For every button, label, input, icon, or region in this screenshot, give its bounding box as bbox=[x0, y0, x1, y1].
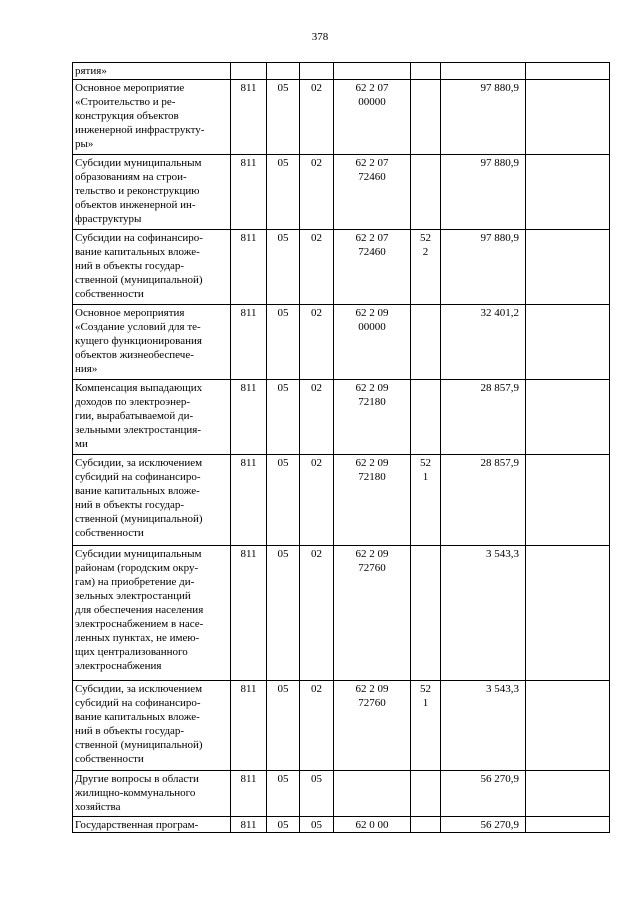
cell-name: Субсидии, за исключением субсидий на софинансиро- вание капитальных вложе- ний в объекты государ- ственной (муниципальной) собственности bbox=[73, 681, 231, 771]
cell-extra bbox=[526, 380, 610, 455]
cell-rz: 05 bbox=[267, 380, 300, 455]
cell-csr: 62 2 09 72760 bbox=[334, 681, 411, 771]
cell-rz: 05 bbox=[267, 771, 300, 817]
cell-ved: 811 bbox=[231, 771, 267, 817]
cell-name: Основное мероприятия «Создание условий для те- кущего функционирования объектов жизнеобеспече- ния» bbox=[73, 305, 231, 380]
cell-sum: 56 270,9 bbox=[441, 771, 526, 817]
cell-pr: 02 bbox=[300, 455, 334, 546]
cell-rz: 05 bbox=[267, 455, 300, 546]
cell-csr: 62 2 09 72760 bbox=[334, 546, 411, 681]
cell-sum: 28 857,9 bbox=[441, 455, 526, 546]
table-row bbox=[73, 155, 610, 230]
cell-name: рятия» bbox=[73, 63, 231, 80]
table-row bbox=[73, 230, 610, 305]
cell-ved: 811 bbox=[231, 681, 267, 771]
cell-name: Основное мероприятие «Строительство и ре- конструкция объектов инженерной инфраструкту- ры» bbox=[73, 80, 231, 155]
cell-sum: 28 857,9 bbox=[441, 380, 526, 455]
cell-vr bbox=[411, 305, 441, 380]
cell-vr: 52 2 bbox=[411, 230, 441, 305]
table-row bbox=[73, 305, 610, 380]
cell-csr: 62 2 07 72460 bbox=[334, 155, 411, 230]
cell-rz: 05 bbox=[267, 80, 300, 155]
budget-table bbox=[72, 62, 610, 833]
cell-csr bbox=[334, 63, 411, 80]
cell-vr bbox=[411, 380, 441, 455]
cell-extra bbox=[526, 230, 610, 305]
cell-rz bbox=[267, 63, 300, 80]
cell-vr bbox=[411, 546, 441, 681]
cell-vr bbox=[411, 771, 441, 817]
cell-csr: 62 2 07 00000 bbox=[334, 80, 411, 155]
cell-rz: 05 bbox=[267, 681, 300, 771]
cell-pr: 02 bbox=[300, 546, 334, 681]
cell-vr bbox=[411, 80, 441, 155]
cell-name: Компенсация выпадающих доходов по электроэнер- гии, вырабатываемой ди- зельными электростанция- ми bbox=[73, 380, 231, 455]
cell-pr: 02 bbox=[300, 80, 334, 155]
cell-csr: 62 2 09 72180 bbox=[334, 380, 411, 455]
cell-sum: 3 543,3 bbox=[441, 546, 526, 681]
cell-ved: 811 bbox=[231, 80, 267, 155]
cell-pr bbox=[300, 63, 334, 80]
cell-sum: 3 543,3 bbox=[441, 681, 526, 771]
cell-extra bbox=[526, 63, 610, 80]
table-row bbox=[73, 80, 610, 155]
page-number: 378 bbox=[311, 31, 329, 43]
cell-name: Субсидии муниципальным образованиям на строи- тельство и реконструкцию объектов инженерной ин- фраструктуры bbox=[73, 155, 231, 230]
cell-pr: 05 bbox=[300, 771, 334, 817]
cell-ved bbox=[231, 63, 267, 80]
cell-name: Субсидии на софинансиро- вание капитальных вложе- ний в объекты государ- ственной (муниципальной) собственности bbox=[73, 230, 231, 305]
cell-extra bbox=[526, 455, 610, 546]
cell-sum: 56 270,9 bbox=[441, 817, 526, 833]
table-row bbox=[73, 681, 610, 771]
cell-vr bbox=[411, 817, 441, 833]
cell-sum: 32 401,2 bbox=[441, 305, 526, 380]
cell-sum: 97 880,9 bbox=[441, 155, 526, 230]
cell-extra bbox=[526, 155, 610, 230]
cell-vr bbox=[411, 63, 441, 80]
table-row bbox=[73, 817, 610, 833]
cell-name: Субсидии муниципальным районам (городским окру- гам) на приобретение ди- зельных электростанций для обеспечения населения электроснабжением в насе- ленных пунктах, не имею- щих централизованного электроснабжения bbox=[73, 546, 231, 681]
cell-csr: 62 0 00 bbox=[334, 817, 411, 833]
cell-extra bbox=[526, 305, 610, 380]
cell-sum bbox=[441, 63, 526, 80]
cell-pr: 02 bbox=[300, 230, 334, 305]
cell-extra bbox=[526, 681, 610, 771]
cell-ved: 811 bbox=[231, 817, 267, 833]
cell-name: Другие вопросы в области жилищно-коммунального хозяйства bbox=[73, 771, 231, 817]
table-row bbox=[73, 546, 610, 681]
cell-csr: 62 2 09 72180 bbox=[334, 455, 411, 546]
cell-ved: 811 bbox=[231, 546, 267, 681]
cell-rz: 05 bbox=[267, 817, 300, 833]
cell-extra bbox=[526, 80, 610, 155]
cell-ved: 811 bbox=[231, 305, 267, 380]
cell-ved: 811 bbox=[231, 455, 267, 546]
cell-rz: 05 bbox=[267, 305, 300, 380]
cell-ved: 811 bbox=[231, 155, 267, 230]
cell-vr bbox=[411, 155, 441, 230]
cell-ved: 811 bbox=[231, 230, 267, 305]
cell-pr: 02 bbox=[300, 305, 334, 380]
cell-csr: 62 2 09 00000 bbox=[334, 305, 411, 380]
cell-pr: 02 bbox=[300, 681, 334, 771]
cell-csr bbox=[334, 771, 411, 817]
table-row bbox=[73, 771, 610, 817]
cell-csr: 62 2 07 72460 bbox=[334, 230, 411, 305]
cell-vr: 52 1 bbox=[411, 455, 441, 546]
table-row bbox=[73, 63, 610, 80]
cell-pr: 05 bbox=[300, 817, 334, 833]
cell-pr: 02 bbox=[300, 155, 334, 230]
cell-ved: 811 bbox=[231, 380, 267, 455]
cell-sum: 97 880,9 bbox=[441, 80, 526, 155]
cell-sum: 97 880,9 bbox=[441, 230, 526, 305]
cell-rz: 05 bbox=[267, 230, 300, 305]
cell-extra bbox=[526, 817, 610, 833]
cell-rz: 05 bbox=[267, 155, 300, 230]
table-row bbox=[73, 455, 610, 546]
cell-extra bbox=[526, 546, 610, 681]
table-row bbox=[73, 380, 610, 455]
cell-name: Государственная програм- bbox=[73, 817, 231, 833]
cell-vr: 52 1 bbox=[411, 681, 441, 771]
cell-name: Субсидии, за исключением субсидий на софинансиро- вание капитальных вложе- ний в объекты государ- ственной (муниципальной) собственности bbox=[73, 455, 231, 546]
cell-extra bbox=[526, 771, 610, 817]
cell-pr: 02 bbox=[300, 380, 334, 455]
cell-rz: 05 bbox=[267, 546, 300, 681]
